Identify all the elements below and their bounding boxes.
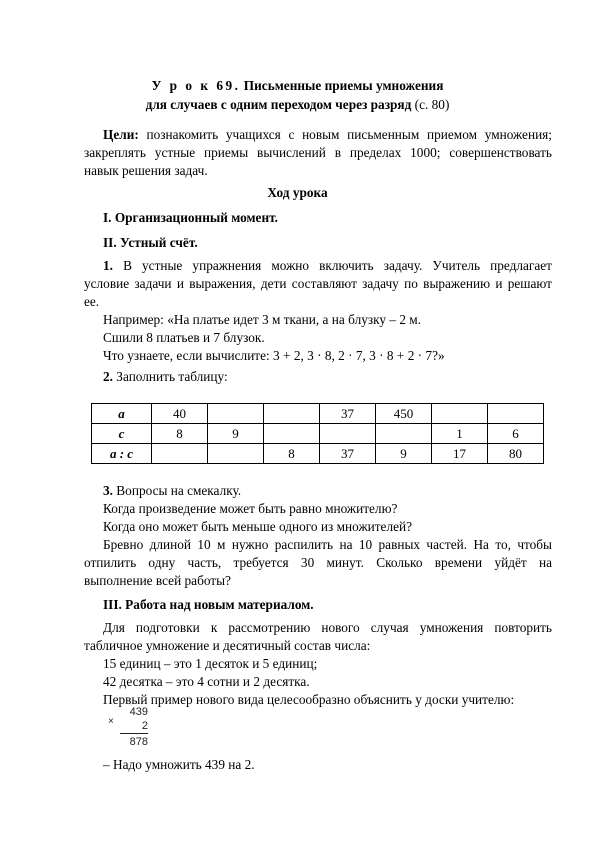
task1-line5: Сшили 8 платьев и 7 блузок. — [103, 330, 265, 345]
table-cell — [487, 404, 543, 424]
page-reference: (с. 80) — [411, 97, 450, 112]
task1-line1 — [103, 257, 552, 275]
task1-line4: Например: «На платье идет 3 м ткани, а на блузку – 2 м. — [103, 312, 422, 327]
table-row-header: с — [92, 424, 152, 444]
column-multiplication — [108, 706, 148, 750]
new-material-line4: 42 десятка – это 4 сотни и 2 десятка. — [103, 674, 310, 689]
table-row — [92, 404, 544, 424]
multiplier: 2 — [141, 720, 148, 732]
result-rule — [120, 733, 148, 734]
task1-text-1: В устные упражнения можно включить задачу. Учитель предлагает — [112, 258, 552, 273]
table-cell: 450 — [376, 404, 432, 424]
task3-line2: Когда произведение может быть равно множителю? — [103, 501, 398, 516]
lesson-title-line1 — [0, 77, 595, 95]
table-cell: 37 — [320, 444, 376, 464]
lesson-number: У р о к 69. — [151, 78, 241, 93]
task2-line — [103, 368, 228, 386]
table-cell: 40 — [152, 404, 208, 424]
goals-line1 — [103, 126, 552, 144]
section-oral-count — [103, 234, 198, 252]
table-cell — [152, 444, 208, 464]
table-cell — [320, 424, 376, 444]
table-row — [92, 444, 544, 464]
task1-line3: ее. — [84, 294, 100, 309]
table-cell — [431, 404, 487, 424]
table-cell: 1 — [431, 424, 487, 444]
section-org-moment — [103, 209, 278, 227]
goals-text-1: познакомить учащихся с новым письменным приемом умножения; — [138, 127, 552, 142]
multiplicand: 439 — [129, 706, 148, 718]
task3-line6: выполнение всей работы? — [84, 573, 231, 588]
section-new-material-text: III. Работа над новым материалом. — [103, 597, 314, 612]
fill-in-table — [91, 403, 544, 464]
table-cell — [376, 424, 432, 444]
table-row — [92, 424, 544, 444]
new-material-line5: Первый пример нового вида целесообразно объяснить у доски учителю: — [103, 692, 515, 707]
lesson-progress-heading — [0, 184, 595, 202]
last-line: – Надо умножить 439 на 2. — [103, 757, 255, 772]
table-cell: 37 — [320, 404, 376, 424]
section-org-moment-text: I. Организационный момент. — [103, 210, 278, 225]
lesson-progress-text: Ход урока — [267, 185, 328, 200]
new-material-line3: 15 единиц – это 1 десяток и 5 единиц; — [103, 656, 318, 671]
table-cell: 80 — [487, 444, 543, 464]
task3-line3: Когда оно может быть меньше одного из множителей? — [103, 519, 413, 534]
table-cell — [264, 424, 320, 444]
table-cell — [208, 404, 264, 424]
table-cell: 9 — [376, 444, 432, 464]
table-row-header: а — [92, 404, 152, 424]
lesson-title-line2 — [0, 96, 595, 114]
new-material-line1: Для подготовки к рассмотрению нового случая умножения повторить — [103, 620, 552, 635]
task3-text-1: Вопросы на смекалку. — [112, 483, 242, 498]
task3-line1 — [103, 482, 241, 500]
task1-number: 1. — [103, 258, 113, 273]
task2-number: 2. — [103, 369, 113, 384]
task3-line4: Бревно длиной 10 м нужно распилить на 10 равных частей. На то, чтобы — [103, 537, 552, 552]
table-cell: 9 — [208, 424, 264, 444]
table-cell — [264, 404, 320, 424]
section-new-material — [103, 596, 314, 614]
task1-line2: условие задачи и выражения, дети составляют задачу по выражению и решают — [84, 276, 552, 291]
task1-line6: Что узнаете, если вычислите: 3 + 2, 3 · 8, 2 · 7, 3 · 8 + 2 · 7?» — [103, 348, 445, 363]
section-oral-count-text: II. Устный счёт. — [103, 235, 198, 250]
lesson-subtitle: для случаев с одним переходом через разряд — [145, 97, 412, 112]
table-cell: 6 — [487, 424, 543, 444]
task3-number: 3. — [103, 483, 113, 498]
new-material-line2: табличное умножение и десятичный состав числа: — [84, 638, 371, 653]
table-cell — [208, 444, 264, 464]
table-row-header: а : с — [92, 444, 152, 464]
task2-text: Заполнить таблицу: — [112, 369, 228, 384]
product: 878 — [129, 736, 148, 748]
goals-line3: навык решения задач. — [84, 163, 208, 178]
lesson-title-text: Письменные приемы умножения — [240, 78, 444, 93]
goals-label: Цели: — [103, 127, 139, 142]
task3-line5: отпилить одну часть, требуется 30 минут. Сколько времени уйдёт на — [84, 555, 552, 570]
table-cell: 8 — [152, 424, 208, 444]
goals-line2: закреплять устные приемы вычислений в пределах 1000; совершенствовать — [84, 145, 552, 160]
multiply-sign: × — [108, 716, 114, 727]
table-cell: 8 — [264, 444, 320, 464]
table-cell: 17 — [431, 444, 487, 464]
